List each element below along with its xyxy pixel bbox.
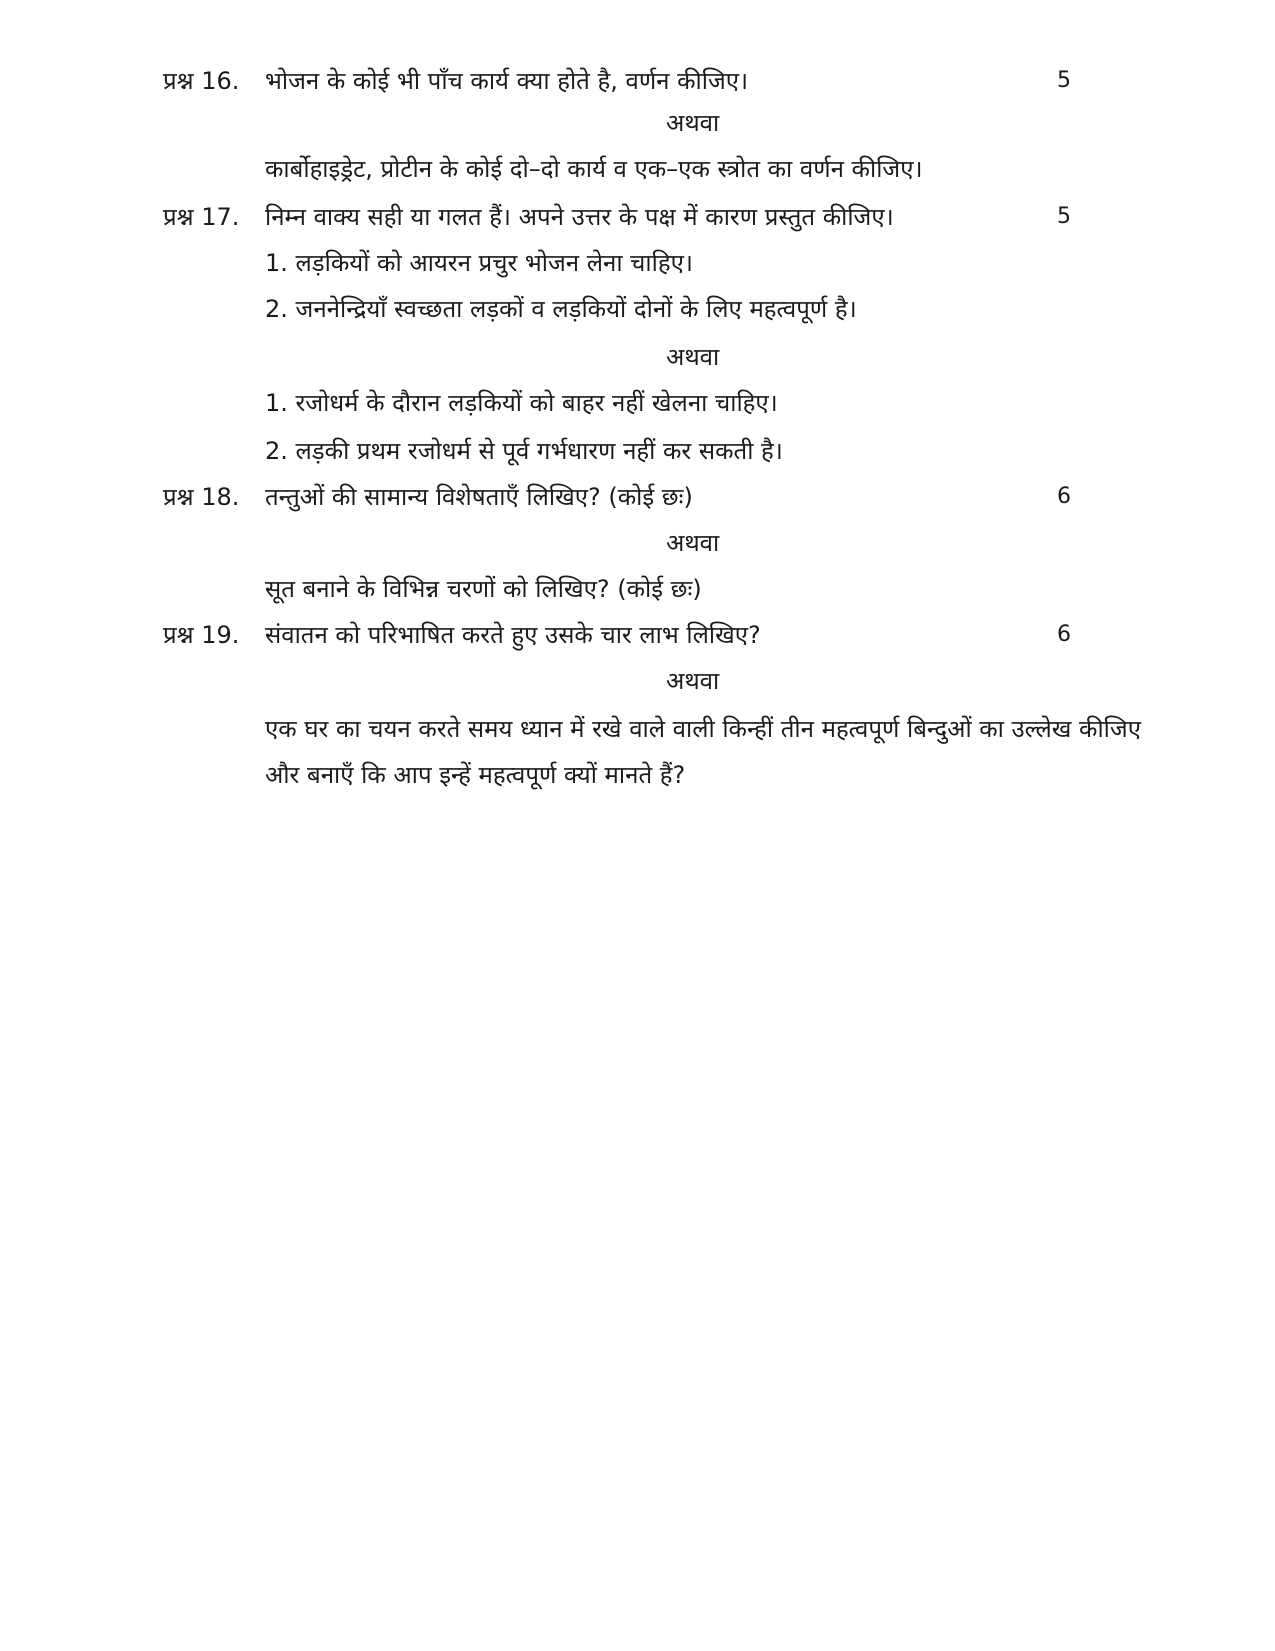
question-number: प्रश्न 16. — [163, 67, 240, 95]
or-label: अथवा — [666, 667, 720, 695]
statement-item: 1. लड़कियों को आयरन प्रचुर भोजन लेना चाहिए। — [265, 249, 693, 277]
statement-item: 1. रजोधर्म के दौरान लड़कियों को बाहर नहीं खेलना चाहिए। — [265, 389, 778, 417]
question-text: निम्न वाक्य सही या गलत हैं। अपने उत्तर के पक्ष में कारण प्रस्तुत कीजिए। — [265, 203, 894, 231]
question-text: तन्तुओं की सामान्य विशेषताएँ लिखिए? (कोई छः) — [265, 483, 693, 511]
question-text: भोजन के कोई भी पाँच कार्य क्या होते है, वर्णन कीजिए। — [265, 67, 749, 95]
question-alternative: सूत बनाने के विभिन्न चरणों को लिखिए? (कोई छः) — [265, 575, 702, 603]
question-number: प्रश्न 19. — [163, 621, 240, 649]
question-marks: 5 — [1057, 68, 1071, 93]
or-label: अथवा — [666, 343, 720, 371]
question-number: प्रश्न 18. — [163, 483, 240, 511]
question-marks: 6 — [1057, 484, 1071, 509]
question-marks: 6 — [1057, 622, 1071, 647]
or-label: अथवा — [666, 529, 720, 557]
statement-item: 2. जननेन्द्रियाँ स्वच्छता लड़कों व लड़कियों दोनों के लिए महत्वपूर्ण है। — [265, 295, 857, 323]
question-alternative: एक घर का चयन करते समय ध्यान में रखे वाले वाली किन्हीं तीन महत्वपूर्ण बिन्दुओं का उल्लेख कीजिए और बनाएँ कि आप इन्हें महत्वपूर्ण क्यों मानते हैं? — [265, 715, 1141, 789]
question-text: संवातन को परिभाषित करते हुए उसके चार लाभ लिखिए? — [265, 621, 761, 649]
statement-item: 2. लड़की प्रथम रजोधर्म से पूर्व गर्भधारण नहीं कर सकती है। — [265, 437, 783, 465]
question-marks: 5 — [1057, 204, 1071, 229]
question-alternative: कार्बोहाइड्रेट, प्रोटीन के कोई दो–दो कार्य व एक–एक स्त्रोत का वर्णन कीजिए। — [265, 155, 923, 183]
or-label: अथवा — [666, 109, 720, 137]
question-number: प्रश्न 17. — [163, 203, 240, 231]
